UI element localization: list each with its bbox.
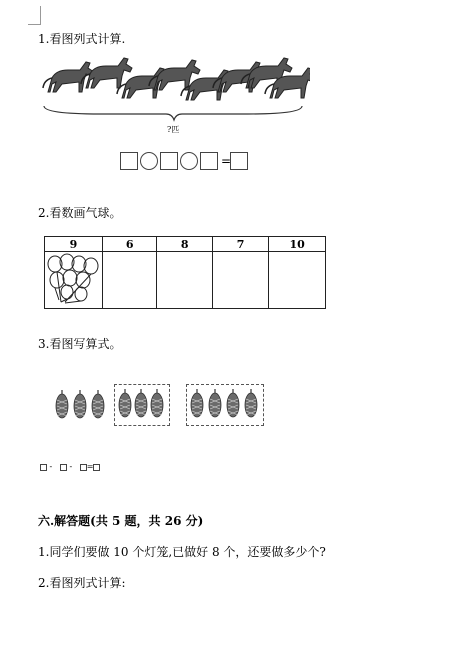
header-cell: 10 [269, 237, 326, 252]
dashed-box-2 [186, 384, 264, 426]
dashed-box-1 [114, 384, 170, 426]
question-3-title: 3.看图写算式。 [38, 337, 122, 351]
operator-circle-1[interactable] [140, 152, 158, 170]
section-6-heading: 六.解答题(共 5 题，共 26 分) [38, 514, 204, 528]
formula-equals: = [86, 462, 94, 471]
brace [44, 106, 302, 120]
operator-circle-2[interactable] [180, 152, 198, 170]
equals-sign: = [221, 154, 232, 168]
balloon-cell[interactable] [269, 252, 326, 309]
answer-box-2[interactable] [160, 152, 178, 170]
balloons-drawing [45, 252, 101, 304]
formula-template [40, 462, 100, 471]
header-cell: 9 [45, 237, 103, 252]
balloon-table [44, 236, 326, 309]
question-2-title: 2.看数画气球。 [38, 206, 122, 220]
pinecone-group-1 [52, 386, 110, 422]
answer-box-1[interactable] [120, 152, 138, 170]
balloon-cell[interactable] [212, 252, 268, 309]
balloon-cell[interactable] [157, 252, 212, 309]
pinecone-group-3 [187, 385, 263, 425]
balloon-cell[interactable] [45, 252, 103, 309]
brace-label: ?匹 [167, 125, 180, 134]
minus-sign-2: - [69, 462, 73, 471]
answer-box-result[interactable] [230, 152, 248, 170]
formula-box-1[interactable] [40, 464, 47, 471]
problem-1: 1.同学们要做 10 个灯笼,已做好 8 个，还要做多少个? [38, 545, 326, 559]
balloon-cell[interactable] [102, 252, 156, 309]
header-cell: 6 [102, 237, 156, 252]
balloon-table-header [45, 237, 326, 252]
header-cell: 7 [212, 237, 268, 252]
pinecone-group-2 [115, 385, 169, 425]
header-cell: 8 [157, 237, 212, 252]
answer-box-3[interactable] [200, 152, 218, 170]
minus-sign-1: - [49, 462, 53, 471]
formula-box-3[interactable] [80, 464, 87, 471]
question-1-title: 1.看图列式计算. [38, 32, 126, 46]
problem-2: 2.看图列式计算: [38, 576, 126, 590]
formula-box-result[interactable] [93, 464, 100, 471]
formula-box-2[interactable] [60, 464, 67, 471]
page-corner-mark [28, 6, 41, 25]
